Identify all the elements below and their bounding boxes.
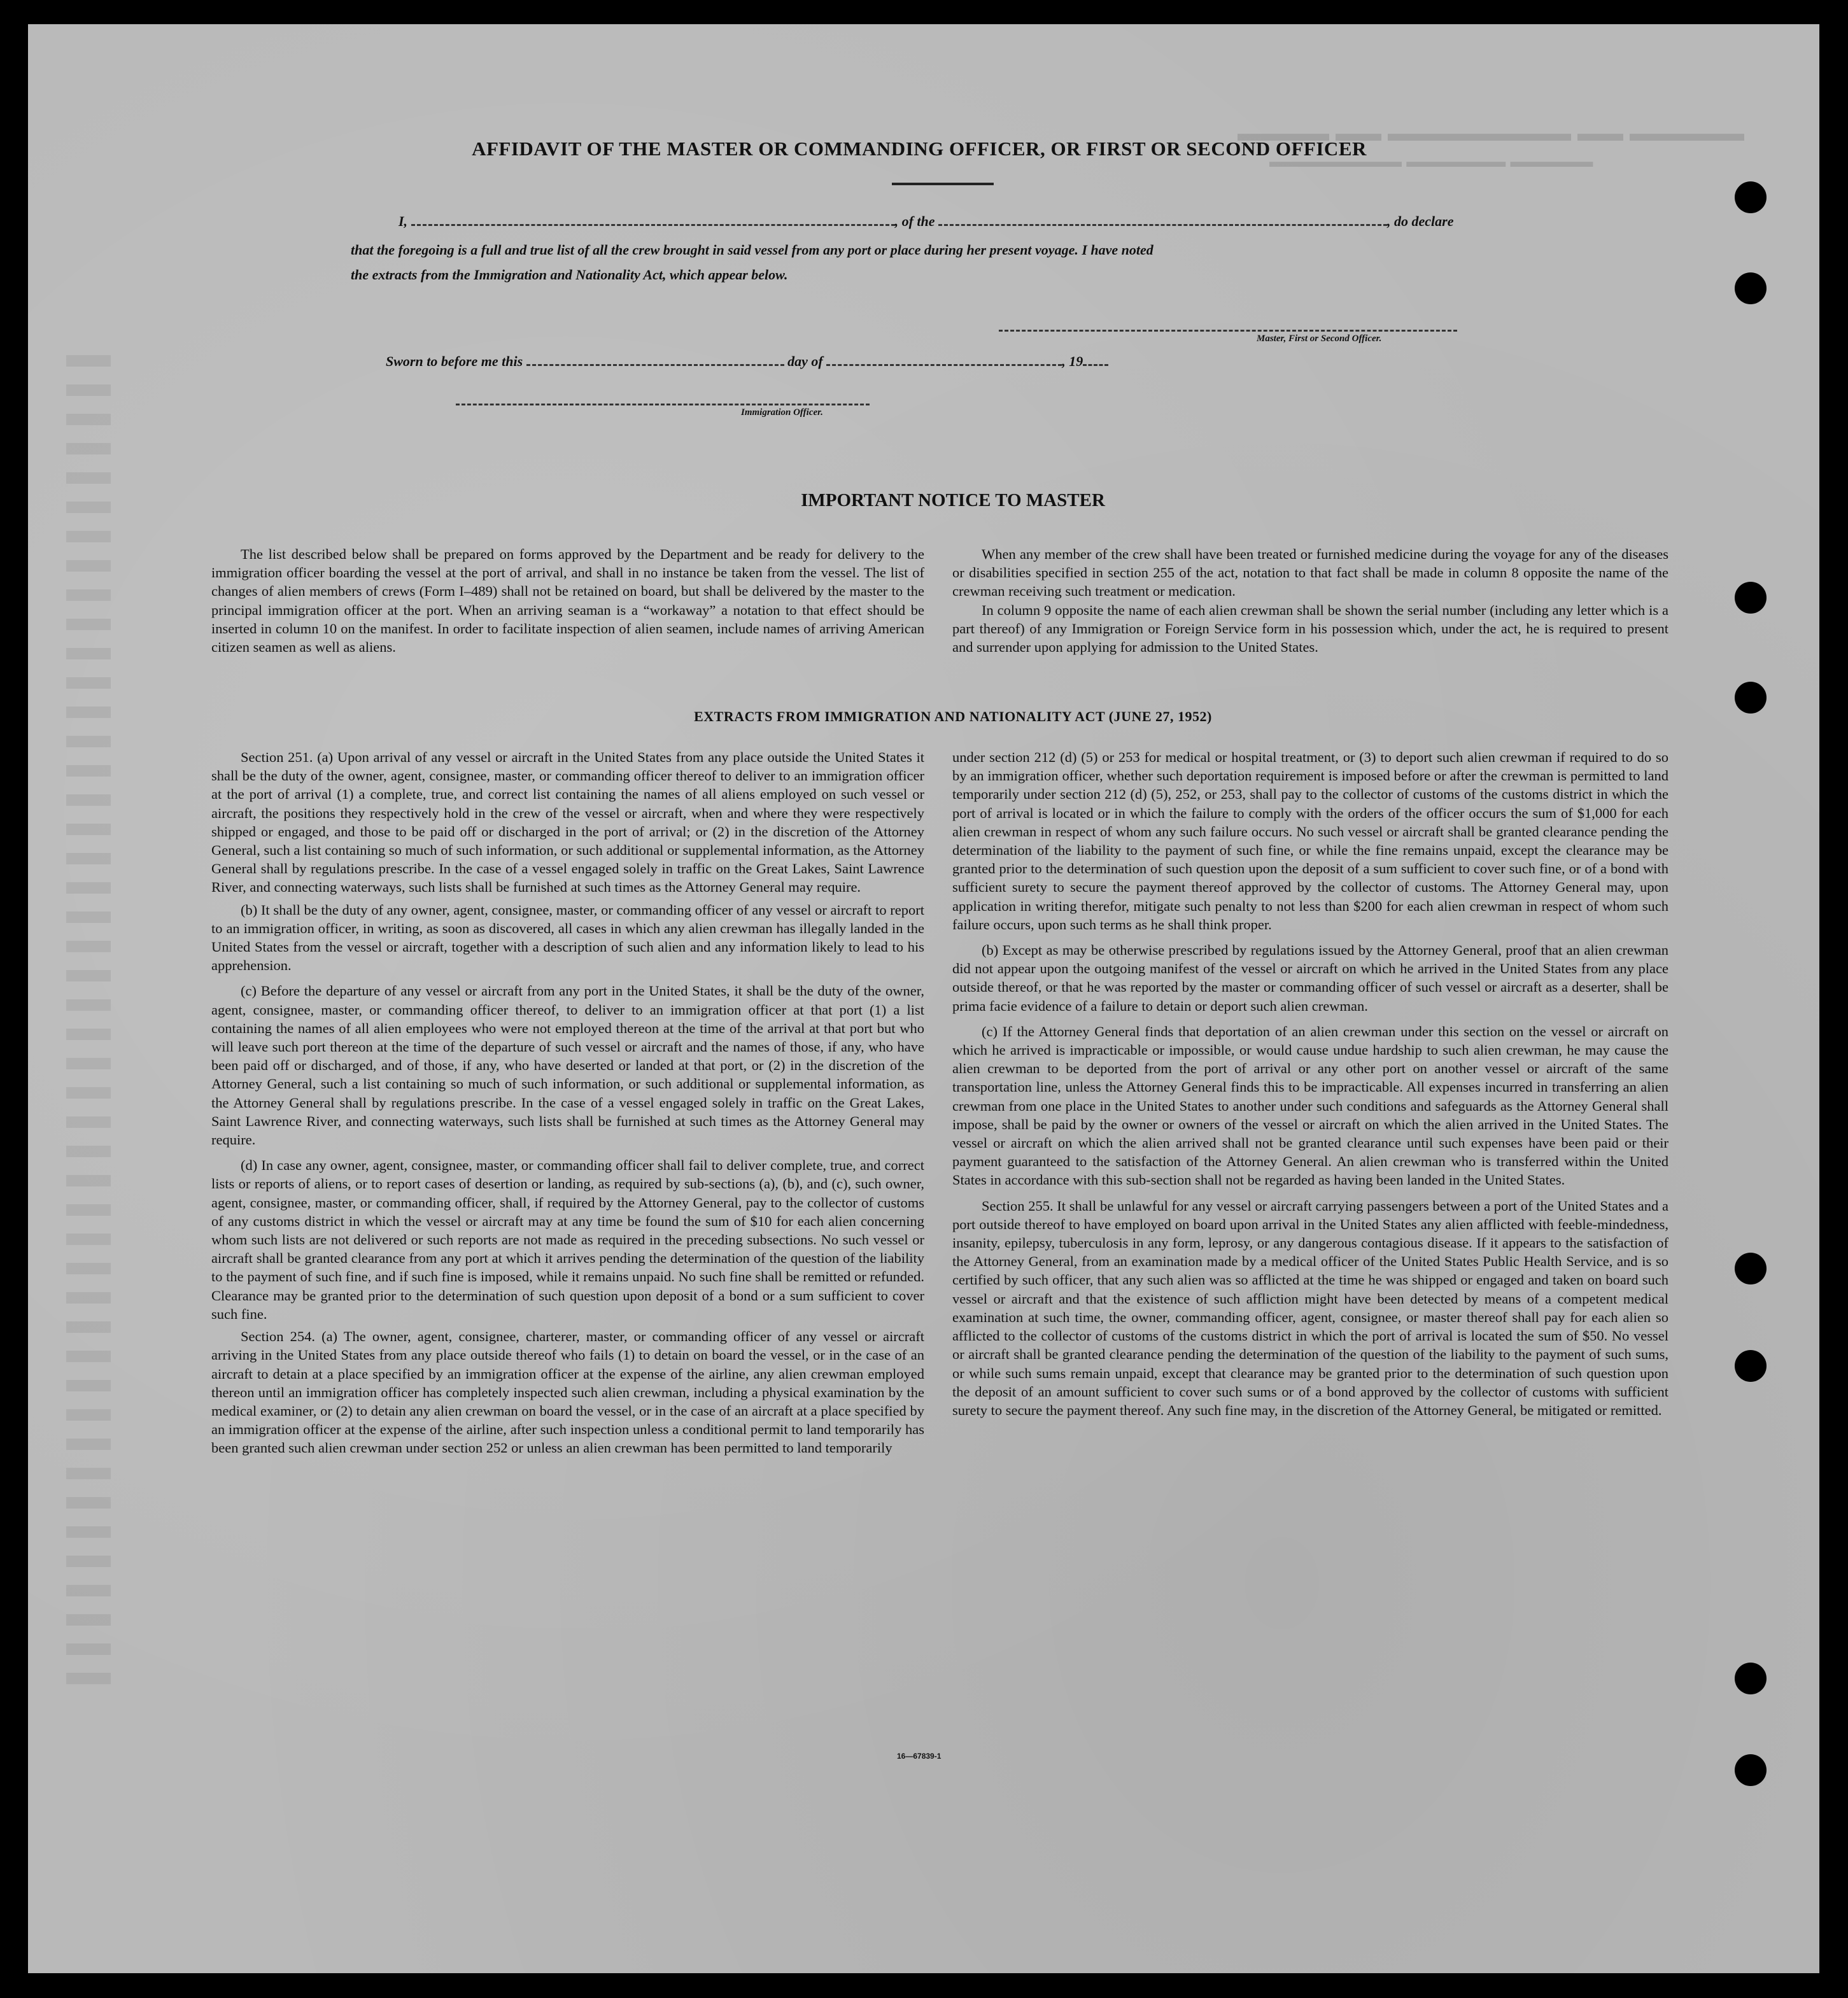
sworn-year-blank[interactable] <box>1083 358 1108 366</box>
notice-title: IMPORTANT NOTICE TO MASTER <box>801 490 1105 510</box>
declaration-i-label: I, <box>399 213 408 229</box>
officer-signature-label: Immigration Officer. <box>741 407 823 418</box>
notice-right-column <box>952 545 1668 663</box>
sworn-label: Sworn to before me this <box>386 353 523 369</box>
year-label: , 19 <box>1062 353 1083 369</box>
section-254-b: (b) Except as may be otherwise prescribed by regulations issued by the Attorney General, proof that an alien crewman did not appear upon the outgoing manifest of the vessel or aircraft on which he arrived in the United States from any place outside thereof, or that he was reported by the master or commanding officer of such vessel or aircraft as a deserter, shall be prima facie evidence of a failure to detain or deport such alien crewman. <box>952 942 1668 1014</box>
name-blank[interactable] <box>411 218 895 226</box>
do-declare-label: , do declare <box>1387 213 1454 229</box>
notice-left-column <box>211 545 924 663</box>
affidavit-title: AFFIDAVIT OF THE MASTER OR COMMANDING OFFICER, OR FIRST OR SECOND OFFICER <box>472 137 1367 160</box>
extracts-left-column <box>211 748 924 1465</box>
declaration-line <box>399 213 1453 230</box>
punch-hole <box>1735 1754 1767 1786</box>
title-rule <box>892 183 994 185</box>
extracts-title: EXTRACTS FROM IMMIGRATION AND NATIONALITY ACT (JUNE 27, 1952) <box>694 708 1212 724</box>
bleed-through-margin <box>66 355 111 1692</box>
document-sheet <box>28 24 1819 1973</box>
declaration-text-1: that the foregoing is a full and true list of all the crew brought in said vessel from any port or place during her present voyage. I have noted <box>351 242 1153 258</box>
vessel-blank[interactable] <box>938 218 1387 226</box>
section-255: Section 255. It shall be unlawful for any vessel or aircraft carrying passengers between a port of the United States and a port outside thereof to have employed on board upon arrival in the United States any alien afflicted with feeble-mindedness, insanity, epilepsy, tuberculosis in any form, leprosy, or any dangerous contagious disease. If it appears to the satisfaction of the Attorney General, from an examination made by a medical officer of the United States Public Health Service, and is so certified by such officer, that any such alien was so afflicted at the time he was shipped or engaged and taken on board such vessel or aircraft and that the existence of such affliction might have been detected by means of a competent medical examination at such time, the owner, commanding officer, agent, consignee, or master thereof shall pay for each alien so afflicted to the collector of customs of the customs district in which the port of arrival is located the sum of $50. No vessel or aircraft shall be granted clearance pending the determination of the question of the liability to the payment of such sums, or while such sums remain unpaid, except that clearance may be granted prior to the determination of such question upon the deposit of an amount sufficient to cover such sums or of a bond approved by the collector of customs with sufficient surety to secure the payment thereof. Any such fine may, in the discretion of the Attorney General, be mitigated or remitted. <box>952 1197 1668 1418</box>
master-signature-line[interactable] <box>999 330 1457 332</box>
notice-paragraph: The list described below shall be prepared on forms approved by the Department and be ready for delivery to the immigration officer boarding the vessel at the port of arrival, and shall in no instance be taken from the vessel. The list of changes of alien members of crews (Form I–489) shall not be retained on board, but shall be delivered by the master to the principal immigration officer at the port. When an arriving seaman is a “workaway” a notation to that effect should be inserted in column 10 on the manifest. In order to facilitate inspection of alien seamen, include names of arriving American citizen seamen as well as aliens. <box>211 546 924 656</box>
sworn-line <box>386 353 1108 370</box>
sworn-day-blank[interactable] <box>526 358 784 366</box>
bleed-through-text: ▬▬▬▬ ▬▬ ▬▬▬▬▬▬▬▬ ▬▬ ▬▬▬▬▬ <box>1238 120 1745 146</box>
punch-hole <box>1735 1350 1767 1382</box>
section-251-d: (d) In case any owner, agent, consignee, master, or commanding officer shall fail to deliver complete, true, and correct lists or reports of aliens, or to report cases of desertion or landing, as required by sub-sections (a), (b), and (c), such owner, agent, consignee, master, or commanding officer, shall, if required by the Attorney General, pay to the collector of customs of any customs district in which the vessel or aircraft may at any time be found the sum of $10 for each alien concerning whom such lists are not delivered or such reports are not made as required in the preceding subsections. No such vessel or aircraft shall be granted clearance from any port at which it arrives pending the determination of the question of the liability to the payment of such fine, and if such fine is imposed, while it remains unpaid. No such fine shall be remitted or refunded. Clearance may be granted prior to the determination of such question upon deposit of a bond or a sum sufficient to cover such fine. <box>211 1157 924 1322</box>
notice-paragraph: When any member of the crew shall have been treated or furnished medicine during the voyage for any of the diseases or disabilities specified in section 255 of the act, notation to that fact shall be made in column 8 opposite the name of the crewman receiving such treatment or medication. <box>952 546 1668 600</box>
bleed-through-text: ▬▬▬▬▬▬▬▬ ▬▬▬▬▬▬ ▬▬▬▬▬ <box>1269 151 1593 171</box>
notice-paragraph: In column 9 opposite the name of each alien crewman shall be shown the serial number (including any letter which is a part thereof) of any Immigration or Foreign Service form in his possession which, under the act, he is required to present and surrender upon applying for admission to the United States. <box>952 602 1668 656</box>
section-251-c: (c) Before the departure of any vessel or aircraft from any port in the United States, it shall be the duty of the owner, agent, consignee, master, or commanding officer thereof, to deliver to an immigration officer at that port (1) a list containing the names of all alien employees who were not employed thereon at the time of the arrival at that port but who will leave such port thereon at the time of the departure of such vessel or aircraft and the names of those, if any, who have been paid off or discharged, and of those, if any, who have deserted or landed at that port, or (2) in the discretion of the Attorney General, such a list containing so much of such information, or such additional or supplemental information, as the Attorney General shall by regulations prescribe. In the case of a vessel engaged solely in traffic on the Great Lakes, Saint Lawrence River, and connecting waterways, such lists shall be furnished at such times as the Attorney General may require. <box>211 983 924 1148</box>
sworn-month-blank[interactable] <box>826 358 1062 366</box>
punch-hole <box>1735 272 1767 304</box>
section-254-a: Section 254. (a) The owner, agent, consignee, charterer, master, or commanding officer of any vessel or aircraft arriving in the United States from any place outside thereof who fails (1) to detain on board the vessel, or in the case of an aircraft to detain at a place specified by an immigration officer at the expense of the airline, any alien crewman employed thereon until an immigration officer has completely inspected such alien crewman, including a physical examination by the medical examiner, or (2) to detain any alien crewman on board the vessel, or in the case of an aircraft at a place specified by an immigration officer at the expense of the airline, after such inspection unless a conditional permit to land temporarily has been granted such alien crewman under section 252 or unless an alien crewman has been permitted to land temporarily <box>211 1328 924 1456</box>
section-251-b: (b) It shall be the duty of any owner, agent, consignee, master, or commanding officer of any vessel or aircraft to report to an immigration officer, in writing, as soon as discovered, all cases in which any alien crewman has illegally landed in the United States from the vessel or aircraft, together with a description of such alien and any information likely to lead to his apprehension. <box>211 901 924 974</box>
form-number: 16—67839-1 <box>897 1752 942 1761</box>
extracts-right-column <box>952 748 1668 1426</box>
punch-hole <box>1735 1663 1767 1694</box>
section-254-c: (c) If the Attorney General finds that deportation of an alien crewman under this section on the vessel or aircraft on which he arrived is impracticable or impossible, or would cause undue hardship to such alien crewman, he may cause the alien crewman to be deported from the port of arrival or any other port on another vessel or aircraft of the same transportation line, unless the Attorney General finds this to be impracticable. All expenses incurred in transferring an alien crewman from one place in the United States to another under such conditions and safeguards as the Attorney General shall impose, shall be paid by the owner or owners of the vessel or aircraft on which the alien arrived in the United States. The vessel or aircraft on which the alien arrived shall not be granted clearance until such expenses have been paid or their payment guaranteed to the satisfaction of the Attorney General. An alien crewman who is transferred within the United States in accordance with this sub-section shall not be regarded as having been landed in the United States. <box>952 1023 1668 1188</box>
of-the-label: , of the <box>894 213 935 229</box>
declaration-text-2: the extracts from the Immigration and Nationality Act, which appear below. <box>351 267 788 283</box>
punch-hole <box>1735 181 1767 213</box>
punch-hole <box>1735 582 1767 614</box>
section-254-a-continued: under section 212 (d) (5) or 253 for medical or hospital treatment, or (3) to deport such alien crewman if required to do so by an immigration officer, whether such deportation requirement is imposed before or after the crewman is permitted to land temporarily under section 212 (d) (5), 252, or 253, shall pay to the collector of customs of the customs district in which the port of arrival is located or in which the failure to comply with the orders of the officer occurs the sum of $1,000 for each alien crewman in respect of whom any such failure occurs. No such vessel or aircraft shall be granted clearance pending the determination of the liability to the payment of such fine, or while the fine remains unpaid, except the clearance may be granted prior to the determination of such question upon the deposit of a sum sufficient to cover such fine, or of a bond with sufficient surety to secure the payment thereof approved by the collector of customs. The Attorney General may, upon application in writing therefor, mitigate such penalty to not less than $200 for each alien crewman in respect of whom such failure occurs, upon such terms as he shall think proper. <box>952 749 1668 932</box>
punch-hole <box>1735 1253 1767 1284</box>
master-signature-label: Master, First or Second Officer. <box>1257 334 1382 344</box>
officer-signature-line[interactable] <box>456 404 870 405</box>
day-of-label: day of <box>787 353 823 369</box>
section-251-a: Section 251. (a) Upon arrival of any vessel or aircraft in the United States from any place outside the United States it shall be the duty of the owner, agent, consignee, master, or commanding officer thereof to deliver to an immigration officer at the port of arrival (1) a complete, true, and correct list containing the names of all aliens employed on such vessel or aircraft, the positions they respectively hold in the crew of the vessel or aircraft, when and where they were respectively shipped or engaged, and those to be paid off or discharged in the port of arrival; or (2) in the discretion of the Attorney General, such a list containing so much of such information, or such additional or supplemental information, as the Attorney General shall by regulations prescribe. In the case of a vessel engaged solely in traffic on the Great Lakes, Saint Lawrence River, and connecting waterways, such lists shall be furnished at such times as the Attorney General may require. <box>211 749 924 896</box>
